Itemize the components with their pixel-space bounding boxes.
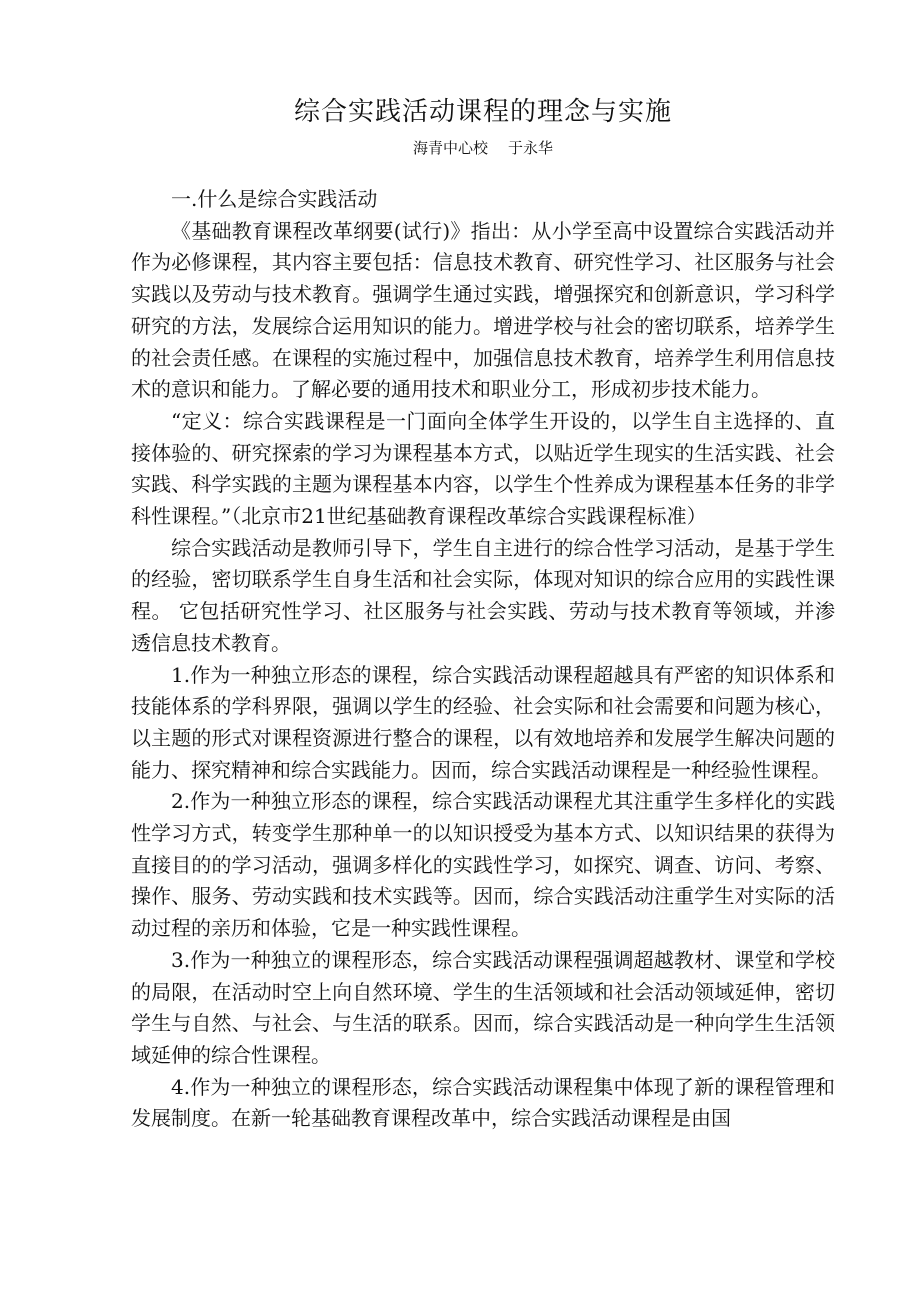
paragraph: “定义：综合实践课程是一门面向全体学生开设的，以学生自主选择的、直接体验的、研究探索的学习为课程基本方式，以贴近学生现实的生活实践、社会实践、科学实践的主题为课程基本内容，以学生个性养成为课程基本任务的非学科性课程。”（北京市21世纪基础教育课程改革综合实践课程标准） — [131, 408, 835, 529]
section-heading: 一.什么是综合实践活动 — [171, 187, 378, 211]
paragraph: 2.作为一种独立形态的课程，综合实践活动课程尤其注重学生多样化的实践性学习方式，转变学生那种单一的以知识授受为基本方式、以知识结果的获得为直接目的的学习活动，强调多样化的实践性学习，如探究、调查、访问、考察、操作、服务、劳动实践和技术实践等。因而，综合实践活动注重学生对实际的活动过程的亲历和体验，它是一种实践性课程。 — [131, 789, 835, 941]
paragraph: 综合实践活动是教师引导下，学生自主进行的综合性学习活动，是基于学生的经验，密切联系学生自身生活和社会实际，体现对知识的综合应用的实践性课程。 它包括研究性学习、社区服务与社会实践、劳动与技术教育等领域，并渗透信息技术教育。 — [131, 535, 835, 655]
paragraph: 1.作为一种独立形态的课程，综合实践活动课程超越具有严密的知识体系和技能体系的学科界限，强调以学生的经验、社会实际和社会需要和问题为核心，以主题的形式对课程资源进行整合的课程，以有效地培养和发展学生解决问题的能力、探究精神和综合实践能力。因而，综合实践活动课程是一种经验性课程。 — [131, 662, 835, 782]
school-name: 海青中心校 — [412, 139, 488, 157]
paragraph: 3.作为一种独立的课程形态，综合实践活动课程强调超越教材、课堂和学校的局限，在活动时空上向自然环境、学生的生活领域和社会活动领域延伸，密切学生与自然、与社会、与生活的联系。因而，综合实践活动是一种向学生生活领域延伸的综合性课程。 — [131, 947, 835, 1067]
document-body — [131, 184, 835, 1135]
paragraph: 《基础教育课程改革纲要(试行)》指出：从小学至高中设置综合实践活动并作为必修课程，其内容主要包括：信息技术教育、研究性学习、社区服务与社会实践以及劳动与技术教育。强调学生通过实践，增强探究和创新意识，学习科学研究的方法，发展综合运用知识的能力。增进学校与社会的密切联系，培养学生的社会责任感。在课程的实施过程中，加强信息技术教育，培养学生利用信息技术的意识和能力。了解必要的通用技术和职业分工，形成初步技术能力。 — [131, 218, 835, 402]
byline — [0, 137, 920, 159]
author-name: 于永华 — [508, 139, 554, 157]
paragraph: 4.作为一种独立的课程形态，综合实践活动课程集中体现了新的课程管理和发展制度。在新一轮基础教育课程改革中，综合实践活动课程是由国 — [131, 1074, 835, 1131]
document-title: 综合实践活动课程的理念与实施 — [293, 97, 672, 127]
